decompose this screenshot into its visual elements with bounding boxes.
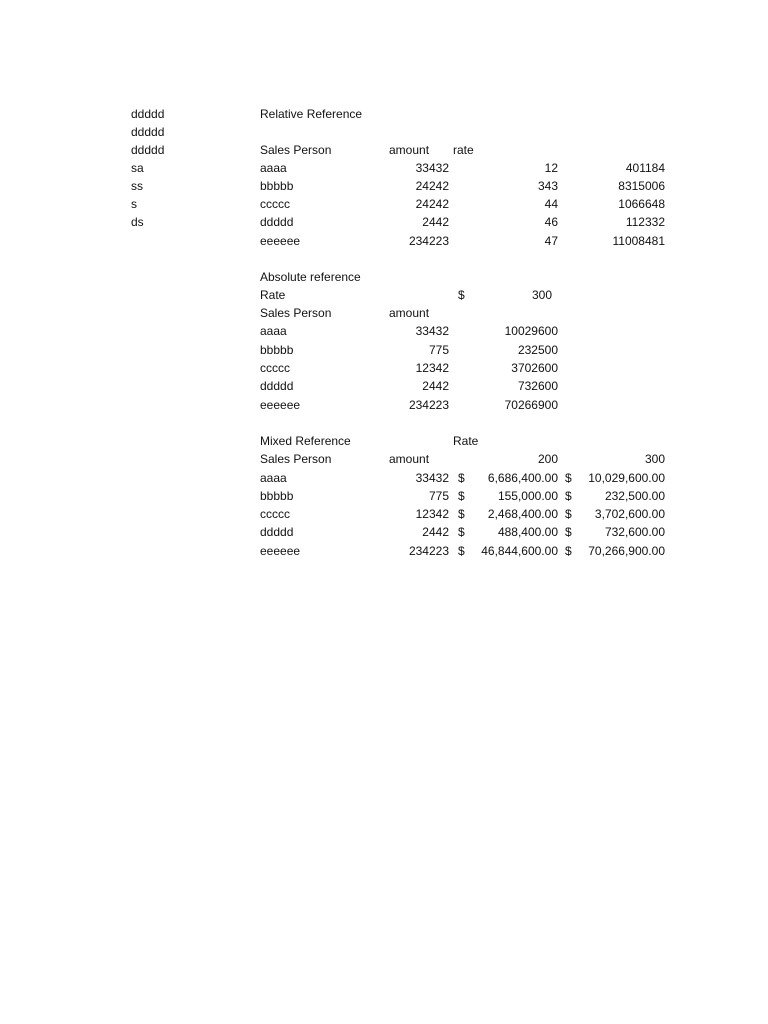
currency-symbol: $ (458, 507, 465, 521)
relative-amount[interactable]: 234223 (408, 234, 449, 248)
mixed-amount[interactable]: 33432 (415, 471, 449, 485)
relative-header-amount[interactable]: amount (389, 143, 430, 157)
absolute-person[interactable]: bbbbb (260, 343, 294, 357)
absolute-row (0, 322, 768, 340)
left-column-cell[interactable]: ds (131, 215, 144, 229)
absolute-amount[interactable]: 2442 (422, 379, 449, 393)
absolute-person[interactable]: ccccc (260, 361, 290, 375)
currency-symbol: $ (458, 544, 465, 558)
currency-symbol: $ (458, 489, 465, 503)
mixed-row (0, 469, 768, 487)
left-column-cell[interactable]: ddddd (131, 125, 165, 139)
absolute-row (0, 377, 768, 395)
currency-symbol: $ (458, 525, 465, 539)
mixed-result-300[interactable]: 232,500.00 (604, 489, 665, 503)
relative-result[interactable]: 401184 (625, 161, 665, 175)
mixed-rate-label[interactable]: Rate (453, 434, 479, 448)
currency-symbol: $ (458, 471, 465, 485)
relative-rate[interactable]: 343 (537, 179, 558, 193)
mixed-row (0, 542, 768, 560)
mixed-header-amount[interactable]: amount (389, 452, 430, 466)
absolute-amount[interactable]: 12342 (415, 361, 449, 375)
mixed-row (0, 487, 768, 505)
relative-person[interactable]: ddddd (260, 215, 294, 229)
left-column-cell[interactable]: s (131, 197, 137, 211)
absolute-row (0, 359, 768, 377)
absolute-rate-value[interactable]: 300 (531, 288, 552, 302)
mixed-result-300[interactable]: 3,702,600.00 (594, 507, 665, 521)
currency-symbol: $ (565, 507, 572, 521)
relative-rate[interactable]: 12 (544, 161, 558, 175)
relative-result[interactable]: 112332 (625, 215, 665, 229)
absolute-result[interactable]: 10029600 (504, 324, 558, 338)
absolute-person[interactable]: aaaa (260, 324, 287, 338)
relative-amount[interactable]: 2442 (422, 215, 449, 229)
relative-rate[interactable]: 44 (544, 197, 558, 211)
absolute-title[interactable]: Absolute reference (260, 270, 361, 284)
absolute-row (0, 396, 768, 414)
absolute-person[interactable]: eeeeee (260, 398, 301, 412)
absolute-amount[interactable]: 775 (428, 343, 449, 357)
relative-header-person[interactable]: Sales Person (260, 143, 332, 157)
mixed-row (0, 523, 768, 541)
absolute-amount[interactable]: 33432 (415, 324, 449, 338)
absolute-rate-row (0, 286, 768, 304)
sheet-row (0, 105, 768, 123)
relative-result[interactable]: 11008481 (612, 234, 665, 248)
left-column-cell[interactable]: ddddd (131, 107, 165, 121)
mixed-result-300[interactable]: 732,600.00 (604, 525, 665, 539)
relative-amount[interactable]: 33432 (415, 161, 449, 175)
relative-person[interactable]: ccccc (260, 197, 290, 211)
absolute-rate-label[interactable]: Rate (260, 288, 286, 302)
mixed-person[interactable]: ddddd (260, 525, 294, 539)
absolute-person[interactable]: ddddd (260, 379, 294, 393)
absolute-header-amount[interactable]: amount (389, 306, 430, 320)
left-column-cell[interactable]: sa (131, 161, 144, 175)
left-column-cell[interactable]: ddddd (131, 143, 165, 157)
mixed-header-rate-300[interactable]: 300 (644, 452, 665, 466)
relative-person[interactable]: eeeeee (260, 234, 301, 248)
mixed-result-300[interactable]: 70,266,900.00 (588, 544, 665, 558)
mixed-person[interactable]: eeeeee (260, 544, 301, 558)
relative-person[interactable]: aaaa (260, 161, 287, 175)
left-column-cell[interactable]: ss (131, 179, 143, 193)
mixed-amount[interactable]: 775 (428, 489, 449, 503)
mixed-result-200[interactable]: 46,844,600.00 (481, 544, 558, 558)
relative-person[interactable]: bbbbb (260, 179, 294, 193)
relative-rate[interactable]: 46 (544, 215, 558, 229)
mixed-person[interactable]: aaaa (260, 471, 287, 485)
relative-title[interactable]: Relative Reference (260, 107, 363, 121)
mixed-result-200[interactable]: 6,686,400.00 (487, 471, 558, 485)
sheet-row (0, 268, 768, 286)
relative-amount[interactable]: 24242 (415, 179, 449, 193)
mixed-row (0, 505, 768, 523)
mixed-title[interactable]: Mixed Reference (260, 434, 351, 448)
relative-row (0, 213, 768, 231)
relative-result[interactable]: 8315006 (618, 179, 665, 193)
absolute-header-person[interactable]: Sales Person (260, 306, 332, 320)
mixed-amount[interactable]: 234223 (408, 544, 449, 558)
mixed-title-row (0, 432, 768, 450)
relative-result[interactable]: 1066648 (618, 197, 665, 211)
relative-row (0, 232, 768, 250)
mixed-result-200[interactable]: 488,400.00 (497, 525, 558, 539)
currency-symbol: $ (565, 489, 572, 503)
mixed-amount[interactable]: 2442 (422, 525, 449, 539)
mixed-person[interactable]: ccccc (260, 507, 290, 521)
currency-symbol: $ (565, 525, 572, 539)
relative-amount[interactable]: 24242 (415, 197, 449, 211)
mixed-result-300[interactable]: 10,029,600.00 (588, 471, 665, 485)
absolute-row (0, 341, 768, 359)
relative-rate[interactable]: 47 (544, 234, 558, 248)
relative-row (0, 195, 768, 213)
absolute-rate-currency: $ (458, 288, 465, 302)
absolute-result[interactable]: 232500 (517, 343, 558, 357)
relative-row (0, 159, 768, 177)
mixed-person[interactable]: bbbbb (260, 489, 294, 503)
mixed-result-200[interactable]: 2,468,400.00 (487, 507, 558, 521)
mixed-amount[interactable]: 12342 (415, 507, 449, 521)
mixed-result-200[interactable]: 155,000.00 (497, 489, 558, 503)
sheet-row (0, 123, 768, 141)
absolute-header-row (0, 304, 768, 322)
mixed-header-row (0, 450, 768, 468)
currency-symbol: $ (565, 471, 572, 485)
absolute-result[interactable]: 3702600 (511, 361, 558, 375)
relative-row (0, 177, 768, 195)
mixed-header-person[interactable]: Sales Person (260, 452, 332, 466)
absolute-result[interactable]: 70266900 (504, 398, 558, 412)
currency-symbol: $ (565, 544, 572, 558)
absolute-amount[interactable]: 234223 (408, 398, 449, 412)
mixed-header-rate-200[interactable]: 200 (537, 452, 558, 466)
relative-header-row (0, 141, 768, 159)
absolute-result[interactable]: 732600 (517, 379, 558, 393)
relative-header-rate[interactable]: rate (453, 143, 474, 157)
